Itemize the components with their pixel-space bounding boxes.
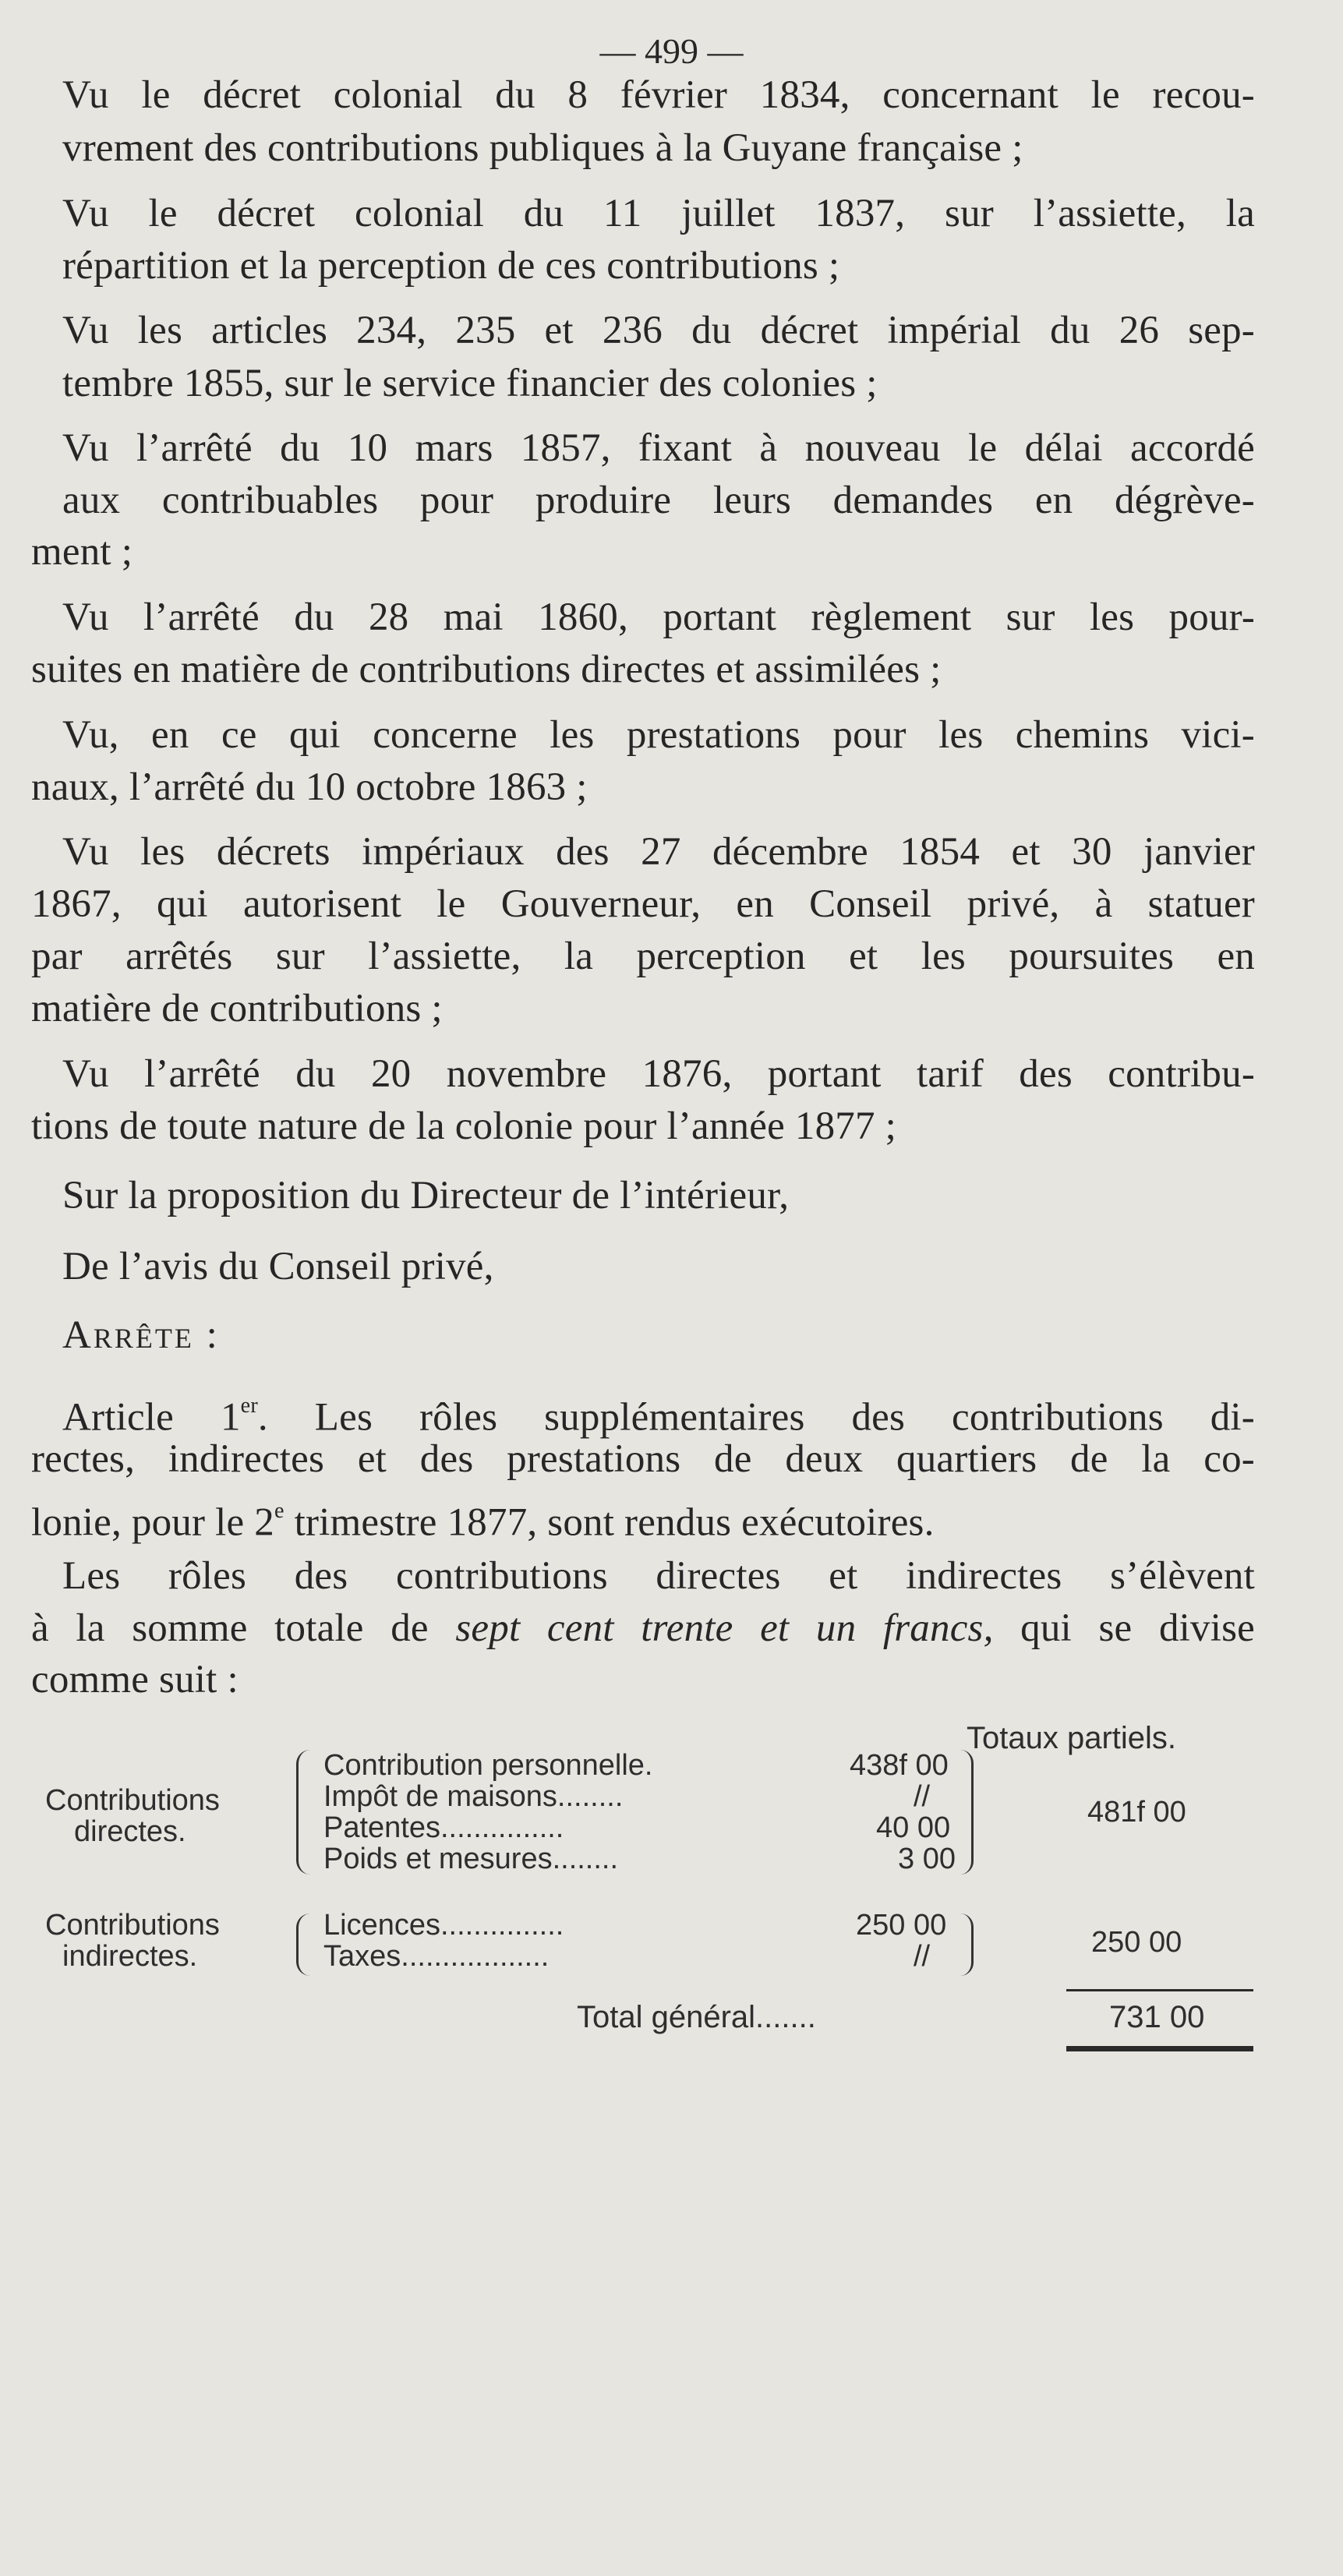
paragraph-line: matière de contributions ; xyxy=(31,987,443,1030)
paragraph-line: 1867, qui autorisent le Gouverneur, en Conseil privé, à statuer xyxy=(31,882,1255,926)
paragraph-line: Vu le décret colonial du 11 juillet 1837, sur l’assiette, la xyxy=(62,192,1255,235)
paragraph-line: Vu, en ce qui concerne les prestations pour les chemins vici- xyxy=(62,713,1255,757)
group-label: Contributions xyxy=(45,1784,220,1817)
group-subtotal: 481f 00 xyxy=(1087,1796,1186,1829)
paragraph-line: vrement des contributions publiques à la Guyane française ; xyxy=(62,126,1023,170)
brace-left xyxy=(296,1750,311,1875)
group-subtotal: 250 00 xyxy=(1091,1926,1182,1959)
table-header: Totaux partiels. xyxy=(967,1721,1177,1755)
paragraph-line: suites en matière de contributions directes et assimilées ; xyxy=(31,648,942,691)
paragraph-line: Les rôles des contributions directes et indirectes s’élèvent xyxy=(62,1554,1255,1598)
paragraph-line: rectes, indirectes et des prestations de deux quartiers de la co- xyxy=(31,1437,1255,1481)
group-label: directes. xyxy=(74,1815,186,1848)
article-1-line: lonie, pour le 2e trimestre 1877, sont rendus exécutoires. xyxy=(31,1499,935,1545)
table-row-item: Contribution personnelle. xyxy=(323,1749,653,1782)
brace-left xyxy=(296,1913,311,1976)
table-row-value: 250 00 xyxy=(856,1909,947,1942)
table-row-item: Taxes.................. xyxy=(323,1940,550,1973)
paragraph-line: Vu le décret colonial du 8 février 1834, concernant le recou- xyxy=(62,73,1255,117)
group-label: Contributions xyxy=(45,1909,220,1942)
table-row-item: Poids et mesures........ xyxy=(323,1843,619,1875)
paragraph-line: Sur la proposition du Directeur de l’intérieur, xyxy=(62,1174,790,1217)
article-1-line: Article 1er. Les rôles supplémentaires des contributions di- xyxy=(62,1394,1255,1440)
article-2-line: à la somme totale de sept cent trente et un francs, qui se divise xyxy=(31,1606,1256,1650)
paragraph-line: ment ; xyxy=(31,530,133,574)
paragraph-line: De l’avis du Conseil privé, xyxy=(62,1245,494,1288)
total-label: Total général....... xyxy=(577,2000,816,2034)
paragraph-line: Vu les décrets impériaux des 27 décembre 1854 et 30 janvier xyxy=(62,830,1255,874)
group-label: indirectes. xyxy=(62,1940,198,1973)
brace-right xyxy=(960,1750,974,1875)
brace-right xyxy=(960,1913,974,1976)
paragraph-line: tions de toute nature de la colonie pour l’année 1877 ; xyxy=(31,1104,896,1148)
table-row-item: Patentes............... xyxy=(323,1811,564,1844)
arrete-heading: Arrête : xyxy=(62,1313,220,1357)
total-rule xyxy=(1066,1989,1253,1991)
table-row-value: // xyxy=(914,1940,931,1973)
paragraph-line: tembre 1855, sur le service financier des colonies ; xyxy=(62,362,878,405)
paragraph-line: naux, l’arrêté du 10 octobre 1863 ; xyxy=(31,765,588,809)
table-row-value: 438f 00 xyxy=(850,1749,949,1782)
table-row-item: Impôt de maisons........ xyxy=(323,1780,624,1813)
table-row-value: 3 00 xyxy=(898,1843,956,1875)
paragraph-line: Vu l’arrêté du 20 novembre 1876, portant tarif des contribu- xyxy=(62,1052,1255,1096)
paragraph-line: comme suit : xyxy=(31,1658,239,1701)
page-number: — 499 — xyxy=(599,31,744,71)
table-row-item: Licences............... xyxy=(323,1909,564,1942)
paragraph-line: Vu les articles 234, 235 et 236 du décret impérial du 26 sep- xyxy=(62,309,1255,352)
total-value: 731 00 xyxy=(1109,2000,1205,2034)
paragraph-line: par arrêtés sur l’assiette, la perception et les poursuites en xyxy=(31,935,1255,978)
paragraph-line: aux contribuables pour produire leurs demandes en dégrève- xyxy=(62,479,1255,522)
paragraph-line: répartition et la perception de ces contributions ; xyxy=(62,244,840,288)
table-row-value: 40 00 xyxy=(876,1811,951,1844)
paragraph-line: Vu l’arrêté du 28 mai 1860, portant règlement sur les pour- xyxy=(62,595,1255,639)
total-double-rule xyxy=(1066,2046,1253,2051)
table-row-value: // xyxy=(914,1780,931,1813)
paragraph-line: Vu l’arrêté du 10 mars 1857, fixant à nouveau le délai accordé xyxy=(62,426,1255,470)
